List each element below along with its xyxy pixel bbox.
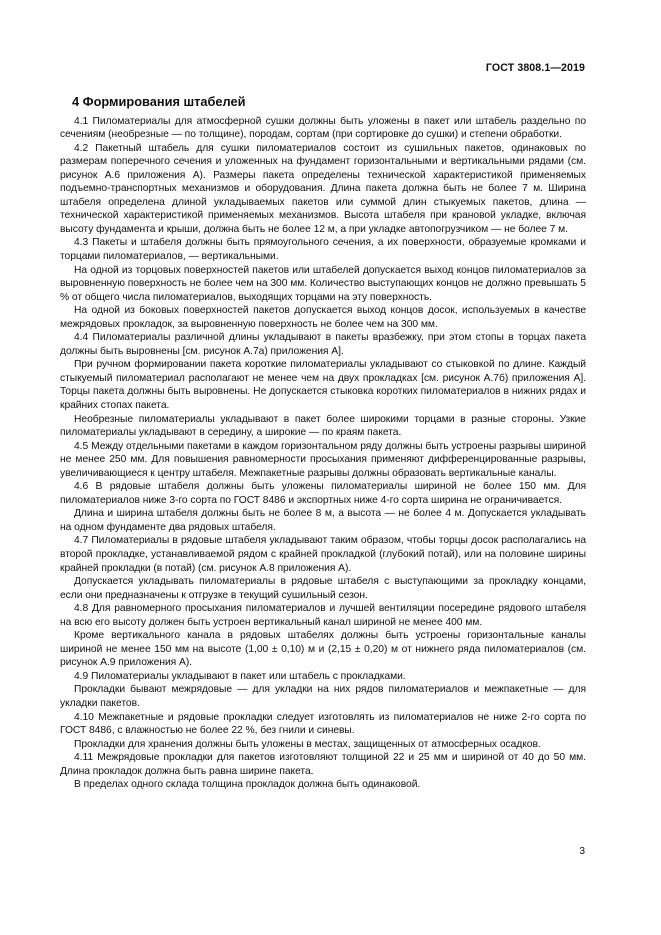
paragraph-4-10: 4.10 Межпакетные и рядовые прокладки следует изготовлять из пиломатериалов не ниже 2-го сорта по ГОСТ 8486, с влажностью не более 22 %, без гнили и синевы. <box>60 711 586 737</box>
paragraph-4-11-thickness: В пределах одного склада толщина прокладок должна быть одинаковой. <box>74 779 421 791</box>
paragraph-4-2: 4.2 Пакетный штабель для сушки пиломатериалов состоит из сушильных пакетов, одинаковых по размерам поперечного сечения и уложенных на фундамент горизонтальными и вертикальными рядами (см. рисунок А.6 приложения А). Размеры пакета определены технической характеристикой применяемых подъемно-транспортных механизмов и оборудования. Длина пакета должна быть не более 7 м. Ширина штабеля определена длиной укладываемых пакетов или суммой длин стыкуемых пакетов, длина — технической характеристикой применяемых механизмов. Высота штабеля при крановой укладке, включая высоту фундамента и крыши, должна быть не более 12 м, а при укладке автопогрузчиком — не более 7 м. <box>60 142 586 235</box>
paragraph-4-3-side-faces: На одной из боковых поверхностей пакетов допускается выход концов досок, используемых в качестве межрядовых прокладок, за выровненную поверхность не более чем на 300 мм. <box>60 305 586 330</box>
paragraph-4-6-dimensions: Длина и ширина штабеля должны быть не более 8 м, а высота — не более 4 м. Допускается укладывать на одном фундаменте два рядовых штабеля. <box>60 508 586 533</box>
paragraph-4-4-manual: При ручном формировании пакета короткие пиломатериалы укладывают со стыковкой по длине. Каждый стыкуемый пиломатериал располагают не менее чем на двух прокладках [см. рисунок А.7б) приложения А]. Торцы пакета должны быть выровнены. Не допускается стыковка коротких пиломатериалов в нижних рядах и крайних стопах пакета. <box>60 359 586 411</box>
paragraph-4-11: 4.11 Межрядовые прокладки для пакетов изготовляют толщиной 22 и 25 мм и шириной от 40 до 50 мм. Длина прокладок должна быть равна ширине пакета. <box>60 752 586 777</box>
page-number: 3 <box>579 846 585 857</box>
paragraph-4-4-unedged: Необрезные пиломатериалы укладывают в пакет более широкими торцами в разные стороны. Узкие пиломатериалы укладывают в середину, а широкие — по краям пакета. <box>60 413 586 439</box>
paragraph-4-3: 4.3 Пакеты и штабеля должны быть прямоугольного сечения, а их поверхности, образуемые кромками и торцами пиломатериалов, — вертикальными. <box>60 237 586 262</box>
document-code: ГОСТ 3808.1—2019 <box>485 62 585 74</box>
section-body <box>60 115 586 792</box>
paragraph-4-8-horizontal: Кроме вертикального канала в рядовых штабелях должны быть устроены горизонтальные каналы шириной не менее 150 мм на высоте (1,00 ± 0,10) м и (2,15 ± 0,20) м от нижнего ряда пиломатериалов (см. рисунок А.9 приложения А). <box>60 630 586 669</box>
paragraph-4-6: 4.6 В рядовые штабеля должны быть уложены пиломатериалы шириной не более 150 мм. Для пиломатериалов ниже 3-го сорта по ГОСТ 8486 и экспортных ниже 4-го сорта ширина не ограничивается. <box>60 481 586 506</box>
paragraph-4-5: 4.5 Между отдельными пакетами в каждом горизонтальном ряду должны быть устроены разрывы шириной не менее 250 мм. Для повышения равномерности просыхания применяют дифференцированные разрывы, увеличивающиеся к центру штабеля. Межпакетные разрывы должны образовать вертикальные каналы. <box>60 440 586 479</box>
paragraph-4-9-types: Прокладки бывают межрядовые — для укладки на них рядов пиломатериалов и межпакетные — для укладки пакетов. <box>60 684 586 710</box>
paragraph-4-8: 4.8 Для равномерного просыхания пиломатериалов и лучшей вентиляции посередине рядового штабеля на всю его высоту должен быть устроен вертикальный канал шириной не менее 400 мм. <box>60 603 586 628</box>
section-title: 4 Формирования штабелей <box>72 94 246 109</box>
paragraph-4-3-end-faces: На одной из торцовых поверхностей пакетов или штабелей допускается выход концов пиломатериалов за выровненную поверхность не более чем на 300 мм. Количество выступающих концов не должно превышать 5 % от общего числа пиломатериалов, выходящих торцами на эту поверхность. <box>60 264 586 303</box>
paragraph-4-7: 4.7 Пиломатериалы в рядовые штабеля укладывают таким образом, чтобы торцы досок располагались на второй прокладке, устанавливаемой рядом с крайней прокладкой (глубокий потай), или на половине ширины крайней прокладки (в потай) (см. рисунок А.8 приложения А). <box>60 535 586 574</box>
paragraph-4-7-protruding: Допускается укладывать пиломатериалы в рядовые штабеля с выступающими за прокладку концами, если они предназначены к отгрузке в текущий сушильный сезон. <box>60 576 586 601</box>
paragraph-4-4: 4.4 Пиломатериалы различной длины укладывают в пакеты вразбежку, при этом стопы в торцах пакета должны быть выровнены [см. рисунок А.7а) приложения А]. <box>60 332 586 357</box>
paragraph-4-1: 4.1 Пиломатериалы для атмосферной сушки должны быть уложены в пакет или штабель раздельно по сечениям (необрезные — по толщине), породам, сортам (при сортировке до сушки) и степени обработки. <box>60 115 586 141</box>
paragraph-4-10-storage: Прокладки для хранения должны быть уложены в местах, защищенных от атмосферных осадков. <box>74 738 541 750</box>
paragraph-4-9: 4.9 Пиломатериалы укладывают в пакет или штабель с прокладками. <box>74 670 406 682</box>
